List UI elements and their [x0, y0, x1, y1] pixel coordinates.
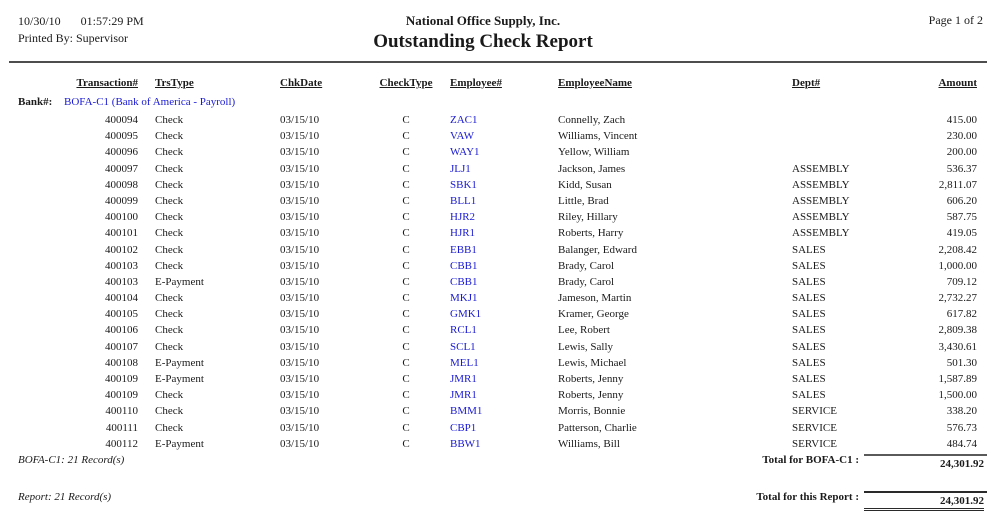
company-name: National Office Supply, Inc.: [405, 13, 561, 28]
cell-checktype: C: [402, 356, 410, 369]
cell-chkdate: 03/15/10: [280, 194, 320, 207]
cell-checktype: C: [402, 437, 410, 450]
table-row: [18, 177, 977, 193]
cell-transaction: 400095: [105, 130, 138, 143]
cell-amount: 1,500.00: [938, 389, 977, 402]
report-record-count: Report: 21 Record(s): [18, 490, 112, 503]
table-header-row: [18, 77, 977, 95]
cell-dept: ASSEMBLY: [792, 211, 850, 224]
cell-employee-name: Williams, Bill: [558, 437, 620, 450]
cell-transaction: 400100: [105, 211, 138, 224]
cell-dept: ASSEMBLY: [792, 194, 850, 207]
cell-amount: 2,811.07: [938, 178, 977, 191]
print-date: 10/30/10: [18, 14, 61, 28]
col-checktype: CheckType: [379, 77, 433, 89]
cell-dept: SALES: [792, 259, 826, 272]
table-row: [18, 290, 977, 306]
table-row: [18, 258, 977, 274]
cell-amount: 1,587.89: [938, 373, 977, 385]
cell-chkdate: 03/15/10: [280, 178, 320, 191]
table-row: [18, 420, 977, 436]
cell-chkdate: 03/15/10: [280, 114, 320, 126]
cell-trstype: Check: [155, 405, 184, 418]
cell-employee[interactable]: RCL1: [450, 324, 477, 337]
cell-employee-name: Riley, Hillary: [558, 211, 618, 224]
cell-trstype: E-Payment: [155, 356, 204, 369]
cell-trstype: Check: [155, 194, 184, 207]
group-record-count: BOFA-C1: 21 Record(s): [18, 453, 125, 466]
cell-dept: SALES: [792, 292, 826, 305]
cell-dept: [787, 112, 892, 128]
cell-employee[interactable]: MKJ1: [450, 292, 478, 305]
table-row: [18, 322, 977, 338]
cell-employee[interactable]: SBK1: [450, 178, 477, 191]
report-total-amount: 24,301.92: [864, 491, 987, 511]
table-row: [18, 144, 977, 160]
cell-trstype: Check: [155, 421, 184, 434]
col-employee-name: EmployeeName: [558, 77, 632, 89]
cell-amount: 1,000.00: [938, 259, 977, 272]
cell-transaction: 400098: [105, 178, 138, 191]
cell-dept: SALES: [792, 389, 826, 402]
cell-dept: [787, 128, 892, 144]
cell-employee[interactable]: JLJ1: [450, 162, 471, 175]
cell-chkdate: 03/15/10: [280, 340, 320, 353]
printed-by: Printed By: Supervisor: [18, 31, 128, 45]
cell-employee[interactable]: CBB1: [450, 259, 478, 272]
cell-checktype: C: [402, 146, 410, 159]
col-trstype: TrsType: [155, 77, 194, 89]
cell-checktype: C: [402, 259, 410, 272]
page-title: Outstanding Check Report: [373, 31, 593, 52]
cell-amount: 2,732.27: [938, 292, 977, 305]
cell-checktype: C: [402, 275, 410, 288]
cell-amount: 606.20: [946, 194, 977, 207]
report-header: [0, 13, 966, 53]
table-row: [18, 403, 977, 419]
table-row: [18, 112, 977, 128]
cell-amount: 617.82: [946, 308, 977, 321]
bank-label: Bank#:: [18, 96, 53, 108]
print-time: 01:57:29 PM: [80, 14, 144, 28]
cell-amount: 3,430.61: [938, 340, 977, 353]
cell-dept: SALES: [792, 275, 826, 288]
cell-employee-name: Lewis, Michael: [558, 356, 627, 369]
cell-employee-name: Little, Brad: [558, 194, 609, 207]
cell-employee-name: Lee, Robert: [558, 324, 610, 337]
cell-transaction: 400110: [105, 405, 138, 418]
cell-trstype: Check: [155, 227, 184, 240]
cell-checktype: C: [402, 243, 410, 256]
cell-amount: 415.00: [946, 114, 977, 126]
check-table: [18, 77, 984, 511]
cell-dept: SERVICE: [792, 405, 837, 418]
cell-employee[interactable]: WAY1: [450, 146, 480, 159]
cell-amount: 501.30: [946, 356, 977, 369]
cell-trstype: Check: [155, 162, 184, 175]
cell-trstype: Check: [155, 130, 184, 143]
bank-value-link[interactable]: BOFA-C1 (Bank of America - Payroll): [64, 96, 236, 108]
cell-checktype: C: [402, 114, 410, 126]
cell-transaction: 400103: [105, 275, 138, 288]
cell-trstype: Check: [155, 308, 184, 321]
table-row: [18, 355, 977, 371]
cell-amount: 576.73: [946, 421, 977, 434]
group-total-row: [18, 453, 984, 470]
col-transaction: Transaction#: [76, 77, 138, 89]
cell-employee[interactable]: JMR1: [450, 373, 477, 385]
cell-checktype: C: [402, 340, 410, 353]
cell-checktype: C: [402, 324, 410, 337]
cell-employee-name: Kramer, George: [558, 308, 629, 321]
cell-trstype: Check: [155, 292, 184, 305]
table-row: [18, 128, 977, 144]
cell-employee-name: Roberts, Jenny: [558, 389, 624, 402]
cell-trstype: Check: [155, 340, 184, 353]
cell-dept: ASSEMBLY: [792, 227, 850, 240]
cell-dept: SERVICE: [792, 421, 837, 434]
cell-dept: SALES: [792, 308, 826, 321]
table-row: [18, 274, 977, 290]
cell-amount: 338.20: [946, 405, 977, 418]
cell-employee[interactable]: JMR1: [450, 389, 477, 402]
cell-trstype: Check: [155, 178, 184, 191]
cell-chkdate: 03/15/10: [280, 292, 320, 305]
cell-transaction: 400102: [105, 243, 138, 256]
cell-employee[interactable]: HJR1: [450, 227, 476, 240]
cell-amount: 587.75: [946, 211, 977, 224]
cell-amount: 484.74: [946, 437, 977, 450]
table-row: [18, 306, 977, 322]
cell-employee[interactable]: EBB1: [450, 243, 477, 256]
col-amount: Amount: [938, 77, 977, 89]
cell-employee-name: Brady, Carol: [558, 259, 615, 272]
cell-amount: 2,809.38: [938, 324, 977, 337]
cell-employee-name: Kidd, Susan: [558, 178, 612, 191]
cell-transaction: 400112: [105, 437, 138, 450]
cell-chkdate: 03/15/10: [280, 308, 320, 321]
cell-employee-name: Connelly, Zach: [558, 114, 626, 126]
cell-amount: 2,208.42: [938, 243, 977, 256]
col-chkdate: ChkDate: [280, 77, 323, 89]
cell-employee[interactable]: HJR2: [450, 211, 476, 224]
header-rule: [9, 61, 987, 63]
cell-trstype: Check: [155, 114, 184, 126]
cell-chkdate: 03/15/10: [280, 421, 320, 434]
cell-transaction: 400097: [105, 162, 138, 175]
cell-checktype: C: [402, 130, 410, 143]
col-employee: Employee#: [450, 77, 502, 89]
cell-dept: ASSEMBLY: [792, 178, 850, 191]
cell-trstype: E-Payment: [155, 437, 204, 450]
cell-amount: 200.00: [946, 146, 977, 159]
cell-transaction: 400096: [105, 146, 138, 159]
cell-dept: SALES: [792, 340, 826, 353]
col-dept: Dept#: [792, 77, 821, 89]
cell-dept: ASSEMBLY: [792, 162, 850, 175]
cell-checktype: C: [402, 405, 410, 418]
table-row: [18, 242, 977, 258]
cell-employee-name: Morris, Bonnie: [558, 405, 626, 418]
cell-trstype: Check: [155, 243, 184, 256]
cell-transaction: 400103: [105, 259, 138, 272]
cell-chkdate: 03/15/10: [280, 373, 320, 385]
cell-chkdate: 03/15/10: [280, 211, 320, 224]
cell-employee[interactable]: VAW: [450, 130, 474, 143]
cell-chkdate: 03/15/10: [280, 324, 320, 337]
cell-trstype: Check: [155, 389, 184, 402]
cell-chkdate: 03/15/10: [280, 259, 320, 272]
report-total-row: [18, 490, 984, 511]
cell-employee-name: Roberts, Jenny: [558, 373, 624, 385]
cell-employee-name: Jackson, James: [558, 162, 626, 175]
cell-dept: SALES: [792, 356, 826, 369]
cell-chkdate: 03/15/10: [280, 275, 320, 288]
page-number: Page 1 of 2: [928, 13, 983, 27]
cell-transaction: 400106: [105, 324, 138, 337]
cell-employee[interactable]: CBP1: [450, 421, 477, 434]
cell-employee-name: Jameson, Martin: [558, 292, 632, 305]
table-row: [18, 339, 977, 355]
cell-chkdate: 03/15/10: [280, 146, 320, 159]
cell-trstype: Check: [155, 211, 184, 224]
table-row: [18, 387, 977, 403]
cell-checktype: C: [402, 389, 410, 402]
cell-checktype: C: [402, 292, 410, 305]
cell-chkdate: 03/15/10: [280, 130, 320, 143]
cell-transaction: 400107: [105, 340, 138, 353]
cell-chkdate: 03/15/10: [280, 389, 320, 402]
cell-employee[interactable]: GMK1: [450, 308, 482, 321]
cell-trstype: E-Payment: [155, 275, 204, 288]
cell-chkdate: 03/15/10: [280, 405, 320, 418]
cell-dept: SALES: [792, 324, 826, 337]
cell-checktype: C: [402, 211, 410, 224]
report-total-label: Total for this Report :: [756, 490, 859, 503]
cell-dept: [787, 144, 892, 160]
cell-amount: 230.00: [946, 130, 977, 143]
table-row: [18, 436, 977, 452]
cell-trstype: E-Payment: [155, 373, 204, 385]
cell-trstype: Check: [155, 324, 184, 337]
cell-employee[interactable]: CBB1: [450, 275, 478, 288]
cell-dept: SALES: [792, 373, 826, 385]
cell-chkdate: 03/15/10: [280, 162, 320, 175]
cell-chkdate: 03/15/10: [280, 356, 320, 369]
cell-transaction: 400109: [105, 389, 138, 402]
cell-chkdate: 03/15/10: [280, 437, 320, 450]
cell-employee[interactable]: BLL1: [450, 194, 477, 207]
cell-transaction: 400108: [105, 356, 138, 369]
cell-trstype: Check: [155, 146, 184, 159]
cell-employee[interactable]: BBW1: [450, 437, 481, 450]
cell-employee[interactable]: MEL1: [450, 356, 479, 369]
cell-transaction: 400109: [105, 373, 138, 385]
cell-transaction: 400094: [105, 114, 138, 126]
cell-chkdate: 03/15/10: [280, 227, 320, 240]
table-row: [18, 161, 977, 177]
group-total-amount: 24,301.92: [864, 454, 987, 470]
cell-dept: SALES: [792, 243, 826, 256]
cell-amount: 419.05: [946, 227, 977, 240]
cell-checktype: C: [402, 308, 410, 321]
cell-checktype: C: [402, 194, 410, 207]
cell-checktype: C: [402, 421, 410, 434]
cell-transaction: 400101: [105, 227, 138, 240]
cell-checktype: C: [402, 373, 410, 385]
cell-amount: 536.37: [946, 162, 977, 175]
cell-transaction: 400099: [105, 194, 138, 207]
cell-transaction: 400105: [105, 308, 138, 321]
bank-group-row: [18, 95, 977, 112]
cell-employee-name: Lewis, Sally: [558, 340, 613, 353]
cell-employee-name: Williams, Vincent: [558, 130, 638, 143]
cell-employee-name: Brady, Carol: [558, 275, 615, 288]
group-total-label: Total for BOFA-C1 :: [762, 453, 859, 466]
cell-employee-name: Roberts, Harry: [558, 227, 624, 240]
table-row: [18, 193, 977, 209]
cell-amount: 709.12: [946, 275, 977, 288]
cell-employee[interactable]: BMM1: [450, 405, 483, 418]
cell-employee-name: Yellow, William: [558, 146, 630, 159]
table-body: [18, 112, 977, 452]
cell-dept: SERVICE: [792, 437, 837, 450]
table-row: [18, 371, 977, 387]
cell-employee[interactable]: SCL1: [450, 340, 476, 353]
cell-trstype: Check: [155, 259, 184, 272]
cell-employee-name: Patterson, Charlie: [558, 421, 637, 434]
cell-transaction: 400104: [105, 292, 138, 305]
table-row: [18, 209, 977, 225]
cell-checktype: C: [402, 178, 410, 191]
cell-transaction: 400111: [105, 421, 138, 434]
cell-employee-name: Balanger, Edward: [558, 243, 637, 256]
cell-checktype: C: [402, 162, 410, 175]
cell-employee[interactable]: ZAC1: [450, 114, 478, 126]
cell-chkdate: 03/15/10: [280, 243, 320, 256]
cell-checktype: C: [402, 227, 410, 240]
table-row: [18, 225, 977, 241]
